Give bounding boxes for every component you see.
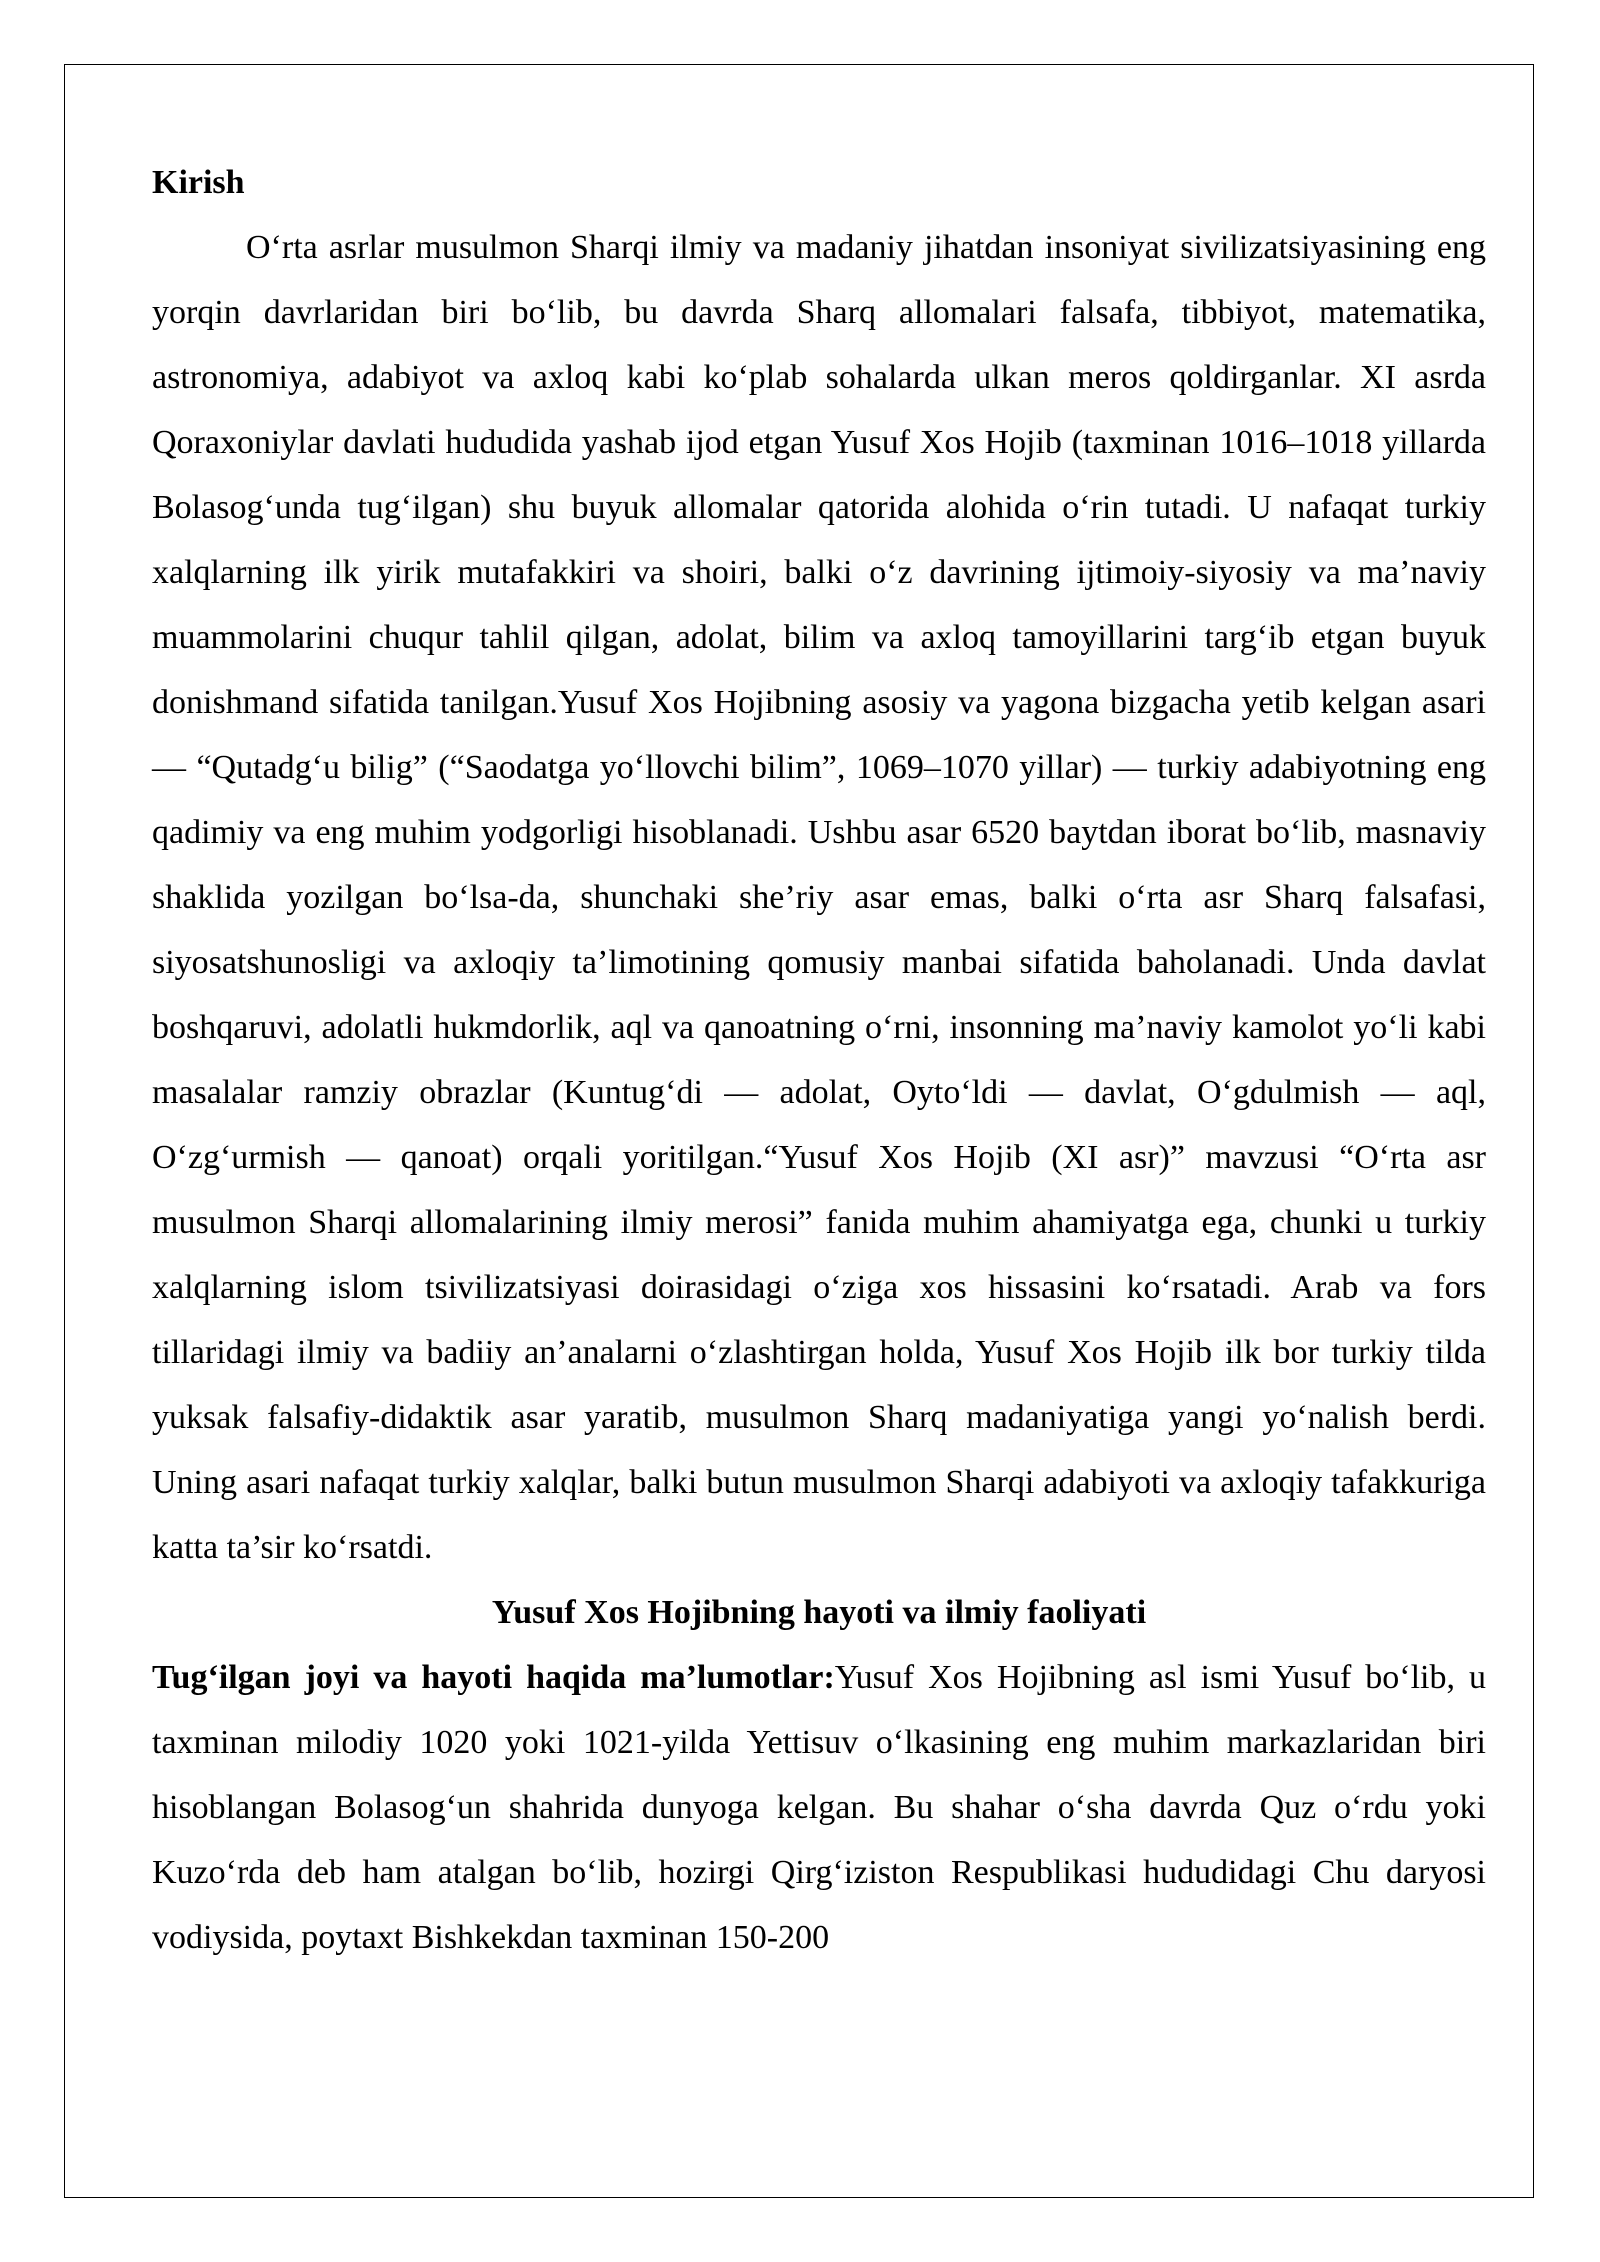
section-run-in-heading: Tug‘ilgan joyi va hayoti haqida ma’lumotlar: [152, 1659, 835, 1696]
heading-kirish: Kirish [152, 164, 245, 201]
document-body [152, 150, 1486, 1970]
section-heading: Yusuf Xos Hojibning hayoti va ilmiy faoliyati [491, 1594, 1147, 1631]
intro-paragraph: O‘rta asrlar musulmon Sharqi ilmiy va madaniy jihatdan insoniyat sivilizatsiyasining eng yorqin davrlaridan biri bo‘lib, bu davrda Sharq allomalari falsafa, tibbiyot, matematika, astronomiya, adabiyot va axloq kabi ko‘plab sohalarda ulkan meros qoldirganlar. XI asrda Qoraxoniylar davlati hududida yashab ijod etgan Yusuf Xos Hojib (taxminan 1016–1018 yillarda Bolasog‘unda tug‘ilgan) shu buyuk allomalar qatorida alohida o‘rin tutadi. U nafaqat turkiy xalqlarning ilk yirik mutafakkiri va shoiri, balki o‘z davrining ijtimoiy-siyosiy va ma’naviy muammolarini chuqur tahlil qilgan, adolat, bilim va axloq tamoyillarini targ‘ib etgan buyuk donishmand sifatida tanilgan.Yusuf Xos Hojibning asosiy va yagona bizgacha yetib kelgan asari — “Qutadg‘u bilig” (“Saodatga yo‘llovchi bilim”, 1069–1070 yillar) — turkiy adabiyotning eng qadimiy va eng muhim yodgorligi hisoblanadi. Ushbu asar 6520 baytdan iborat bo‘lib, masnaviy shaklida yozilgan bo‘lsa-da, shunchaki she’riy asar emas, balki o‘rta asr Sharq falsafasi, siyosatshunosligi va axloqiy ta’limotining qomusiy manbai sifatida baholanadi. Unda davlat boshqaruvi, adolatli hukmdorlik, aql va qanoatning o‘rni, insonning ma’naviy kamolot yo‘li kabi masalalar ramziy obrazlar (Kuntug‘di — adolat, Oyto‘ldi — davlat, O‘gdulmish — aql, O‘zg‘urmish — qanoat) orqali yoritilgan.“Yusuf Xos Hojib (XI asr)” mavzusi “O‘rta asr musulmon Sharqi allomalarining ilmiy merosi” fanida muhim ahamiyatga ega, chunki u turkiy xalqlarning islom tsivilizatsiyasi doirasidagi o‘ziga xos hissasini ko‘rsatadi. Arab va fors tillaridagi ilmiy va badiiy an’analarni o‘zlashtirgan holda, Yusuf Xos Hojib ilk bor turkiy tilda yuksak falsafiy-didaktik asar yaratib, musulmon Sharq madaniyatiga yangi yo‘nalish berdi. Uning asari nafaqat turkiy xalqlar, balki butun musulmon Sharqi adabiyoti va axloqiy tafakkuriga katta ta’sir ko‘rsatdi. [152, 229, 1486, 1566]
section-paragraph-text: Yusuf Xos Hojibning asl ismi Yusuf bo‘lib, u taxminan milodiy 1020 yoki 1021-yilda Yettisuv o‘lkasining eng muhim markazlaridan biri hisoblangan Bolasog‘un shahrida dunyoga kelgan. Bu shahar o‘sha davrda Quz o‘rdu yoki Kuzo‘rda deb ham atalgan bo‘lib, hozirgi Qirg‘iziston Respublikasi hududidagi Chu daryosi vodiysida, poytaxt Bishkekdan taxminan 150-200 [152, 1659, 1487, 1956]
section-paragraph [152, 1645, 1486, 1970]
